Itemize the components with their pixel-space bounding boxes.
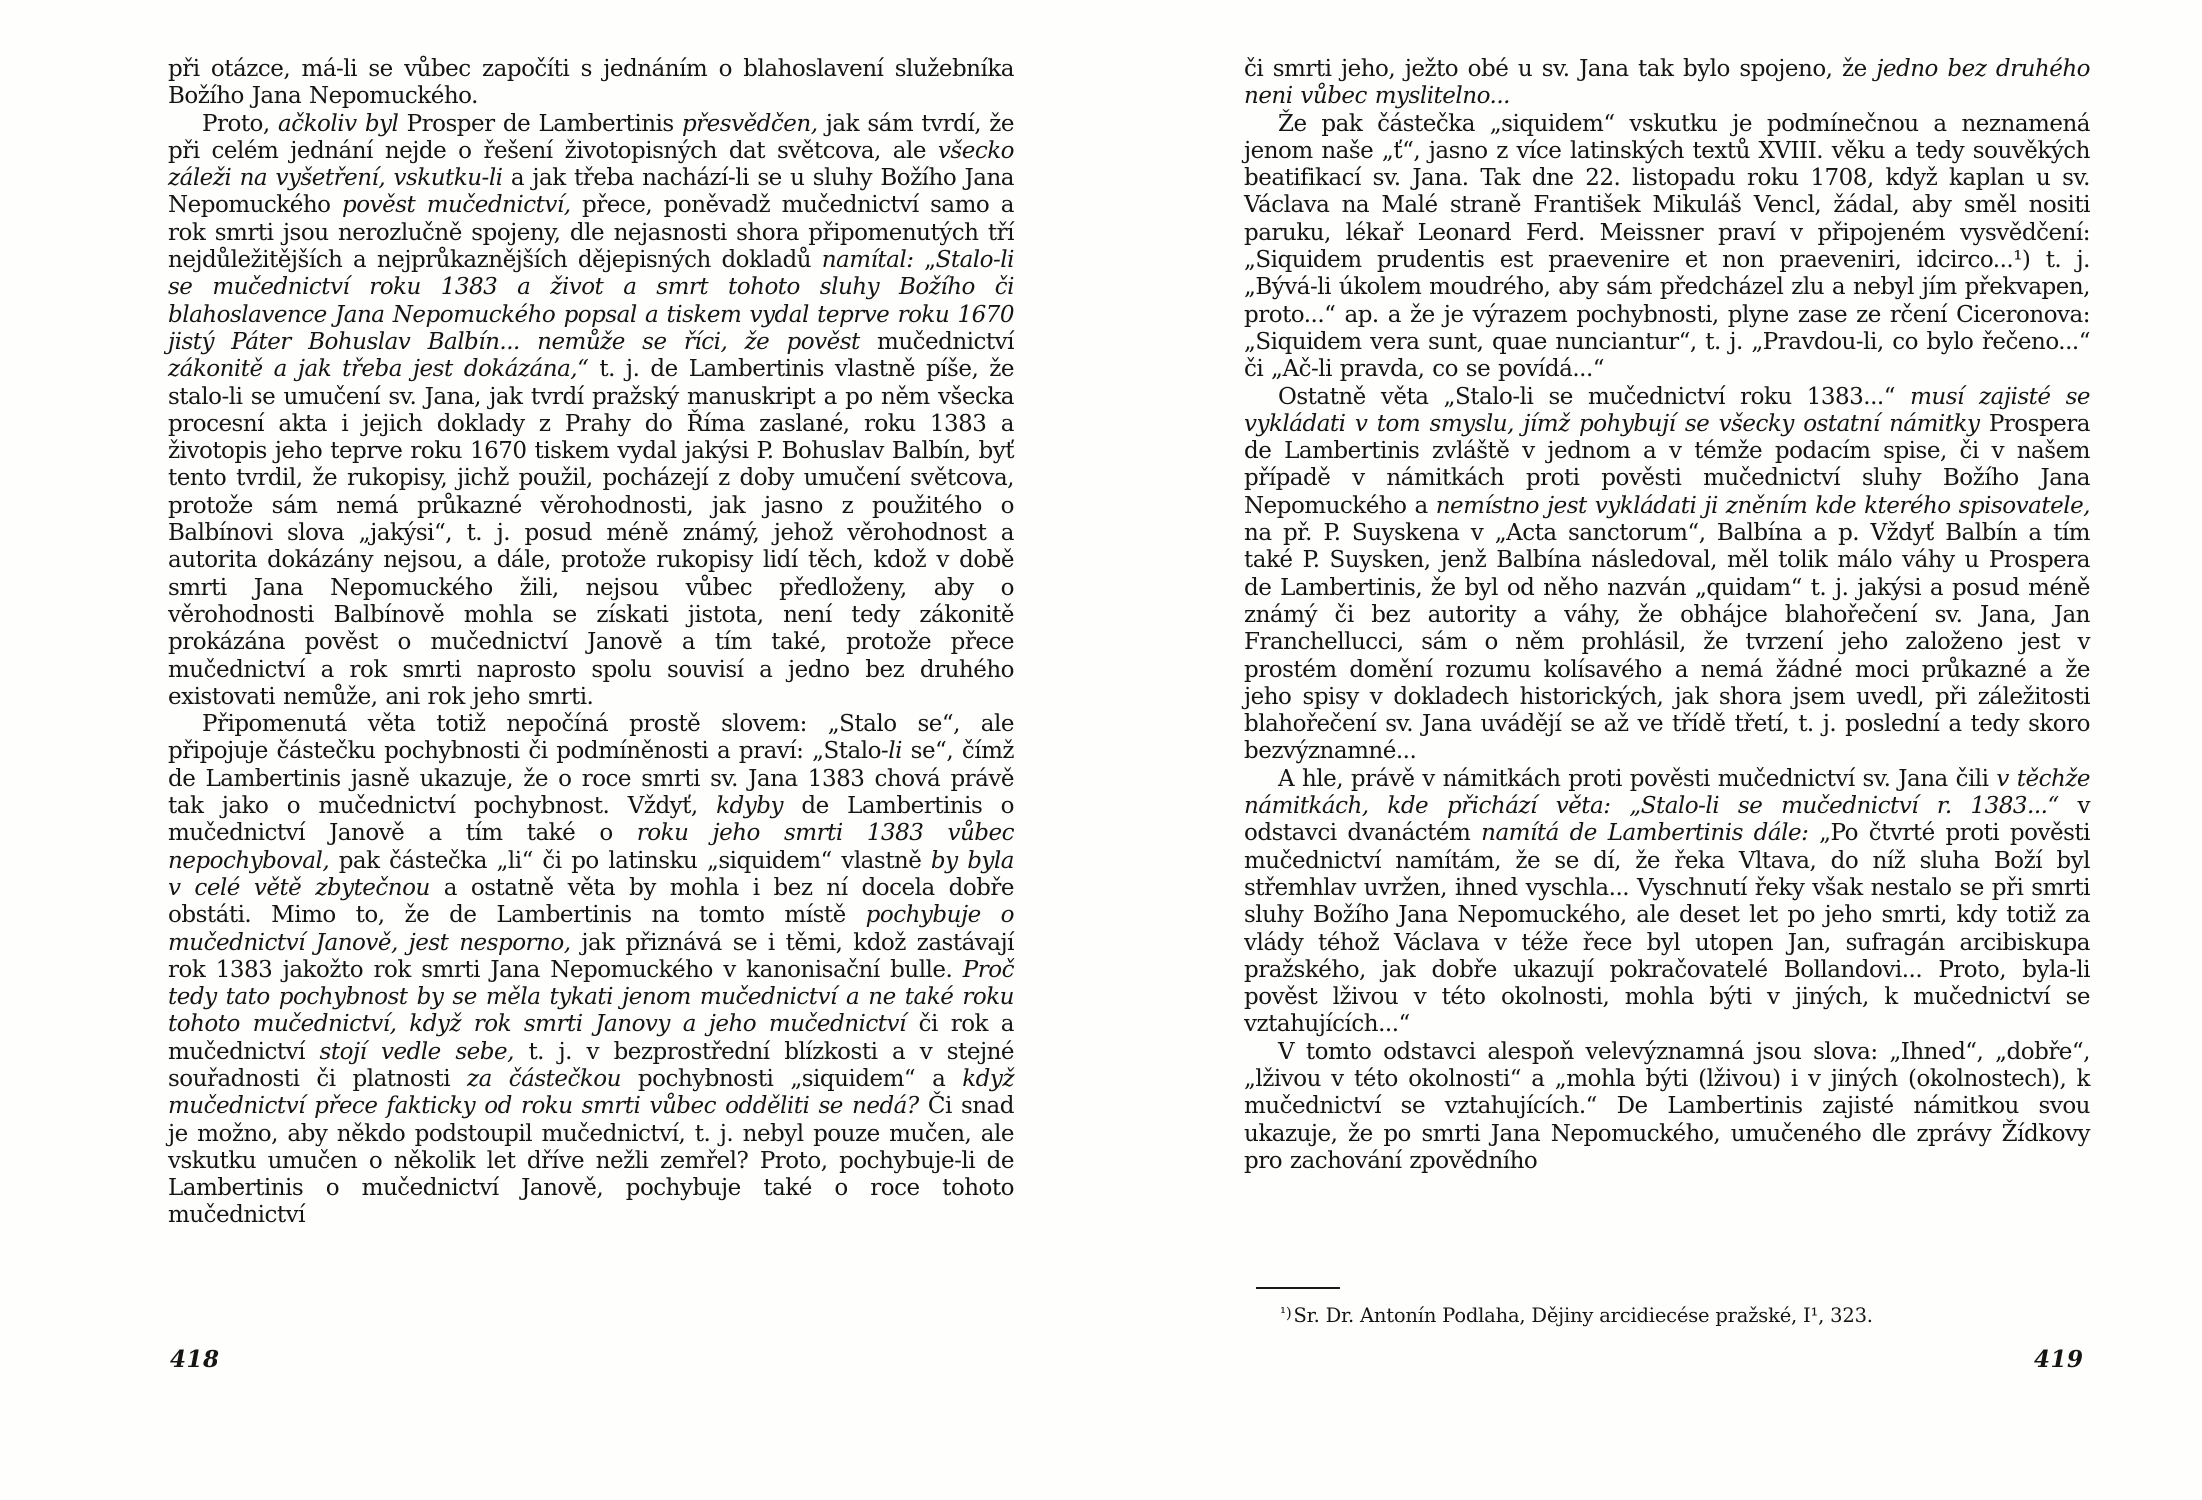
text-segment: a ostatně věta by mohla i bez ní docela dobře obstáti. Mimo to, že de Lambertinis na tomto místě: [168, 874, 1014, 929]
text-segment-italic: přesvědčen,: [681, 110, 818, 137]
text-segment: v odstavci dvanáctém: [1244, 793, 2090, 847]
text-segment: Prosper de Lambertinis: [398, 110, 682, 137]
text-segment-italic: Proč tedy tato pochybnost by se měla tykati jenom mučednictví a ne také roku tohoto mučednictví, když rok smrti Janovy a jeho mučednictví: [168, 956, 1014, 1038]
page-right-text-column: [1244, 56, 2090, 1175]
text-segment: mučednictví: [859, 328, 1014, 355]
text-segment-italic: namítal:: [821, 247, 914, 274]
paragraph: [168, 56, 1014, 111]
text-segment-italic: v těchže námitkách, kde přichází věta: „Stalo-li se mučednictví r. 1383...“: [1244, 765, 2090, 820]
footnote-text: Sr. Dr. Antonín Podlaha, Dějiny arcidiecése pražské, I¹, 323.: [1293, 1304, 1873, 1327]
paragraph: [168, 711, 1014, 1230]
text-segment-italic: zákonitě a jak třeba jest dokázána,“: [168, 356, 589, 383]
paragraph: [1244, 384, 2090, 766]
text-segment: jak přiznává se i těmi, kdož zastávají rok 1383 jakožto rok smrti Jana Nepomuckého v kanonisační bulle.: [168, 929, 1014, 983]
paragraph: [1244, 1039, 2090, 1175]
text-segment-italic: ačkoliv byl: [277, 110, 399, 137]
text-segment: Ostatně věta „Stalo-li se mučednictví roku 1383...“: [1278, 383, 1911, 410]
text-segment: na př. P. Suyskena v „Acta sanctorum“, Balbína a p. Vždyť Balbín a tím také P. Suysken, jenž Balbína následoval, měl tolik málo váhy u Prospera de Lambertinis, že byl od něho nazván „quidam“ t. j. jakýsi a posud méně známý či bez autority a váhy, že obhájce blahořečení sv. Jana, Jan Franchellucci, sám o něm prohlásil, že tvrzení jeho založeno jest v prostém domění rozumu kolísavého a nemá žádné moci průkazné a že jeho spisy v dokladech historických, jak shora jsem uvedl, při záležitosti blahořečení sv. Jana uvádějí se až ve třídě třetí, t. j. poslední a tedy skoro bezvýznamné...: [1244, 520, 2090, 765]
text-segment-italic: všecko záleži na vyšetření, vskutku-li: [168, 137, 1014, 192]
text-segment: A hle, právě v námitkách proti pověsti mučednictví sv. Jana čili: [1278, 765, 1997, 792]
page-left-text-column: [168, 56, 1014, 1230]
text-segment-italic: musí zajisté se vykládati v tom smyslu, jímž pohybují se všecky ostatní námitky: [1244, 383, 2091, 437]
text-segment-italic: pochybuje o mučednictví Janově, jest nesporno,: [168, 902, 1014, 956]
text-segment-italic: by byla v celé větě zbytečnou: [168, 847, 1014, 901]
paragraph: [1244, 111, 2090, 384]
text-segment: de Lambertinis o mučednictví Janově a tím také o: [168, 793, 1014, 847]
text-segment: při otázce, má-li se vůbec započíti s jednáním o blahoslavení služebníka Božího Jana Nepomuckého.: [168, 56, 1014, 110]
text-segment: t. j. v bezprostřední blízkosti a v stejné souřadnosti či platnosti: [168, 1038, 1015, 1092]
text-segment-italic: roku jeho smrti 1383 vůbec nepochyboval,: [168, 820, 1014, 874]
text-segment: či rok a mučednictví: [168, 1011, 1014, 1065]
footnote-divider: [1256, 1287, 1340, 1289]
text-segment: a jak třeba nachází-li se u sluhy Božího Jana Nepomuckého: [168, 165, 1014, 219]
text-segment: V tomto odstavci alespoň velevýznamná jsou slova: „Ihned“, „dobře“, „lživou v této okolnosti“ a „mohla býti (lživou) i v jiných (okolnostech), k mučednictví se vztahujících.“ De Lambertinis zajisté námitkou svou ukazuje, že po smrti Jana Nepomuckého, umučeného dle zprávy Žídkovy pro zachování zpovědního: [1244, 1038, 2090, 1174]
text-segment: Či snad je možno, aby někdo podstoupil mučednictví, t. j. nebyl pouze mučen, ale vskutku umučen o několik let dříve nežli zemřel? Proto, pochybuje-li de Lambertinis o mučednictví Janově, pochybuje také o roce tohoto mučednictví: [168, 1093, 1014, 1229]
text-segment-italic: jedno bez druhého neni vůbec myslitelno...: [1244, 56, 2090, 110]
page-number-right: 419: [2034, 1346, 2084, 1373]
paragraph: [1244, 56, 2090, 111]
text-segment: „Po čtvrté proti pověsti mučednictví namítám, že se dí, že řeka Vltava, do níž sluha Boží byl střemhlav uvržen, ihned vyschla... Vyschnutí řeky však nestalo se při smrti sluhy Božího Jana Nepomuckého, ale deset let po jeho smrti, kdy totiž za vlády téhož Václava v téže řece byl utopen Jan, sufragán arcibiskupa pražského, jak dobře ukazují pokračovatelé Bollandovi... Proto, byla-li pověst lživou v této okolnosti, mohla býti v jiných, k mučednictví se vztahujících...“: [1244, 820, 2091, 1038]
text-segment: pochybnosti „siquidem“ a: [620, 1065, 963, 1092]
text-segment-italic: namítá de Lambertinis dále:: [1481, 820, 1809, 847]
text-segment-italic: pověst mučednictví,: [342, 192, 571, 219]
text-segment-italic: když mučednictví přece fakticky od roku smrti vůbec odděliti se nedá?: [168, 1065, 1014, 1120]
text-segment-italic: nemístno jest vykládati ji zněním kde kterého spisovatele,: [1435, 492, 2090, 519]
text-segment: přece, poněvadž mučednictví samo a rok smrti jsou nerozlučně spojeny, dle nejasnosti shora připomenutých tří nejdůležitějších a nejprůkaznějších dějepisných dokladů: [168, 192, 1014, 274]
text-segment-italic: kdyby: [716, 793, 783, 820]
text-segment: „: [913, 247, 936, 274]
footnote-marker: ¹): [1280, 1304, 1292, 1322]
text-segment-italic: Stalo-li se mučednictví roku 1383 a život a smrt tohoto sluhy Božího či blahoslavence Jana Nepomuckého popsal a tiskem vydal teprve roku 1670 jistý Páter Bohuslav Balbín... nemůže se říci, že pověst: [168, 247, 1014, 355]
text-segment-italic: za částečkou: [467, 1065, 621, 1092]
text-segment: Prospera de Lambertinis zvláště v jednom a v témže podacím spise, či v našem případě v námitkách proti pověsti mučednictví sluhy Božího Jana Nepomuckého a: [1244, 410, 2090, 519]
text-segment: Připomenutá věta totiž nepočíná prostě slovem: „Stalo se“, ale připojuje částečku pochybnosti či podmíněnosti a praví: „Stalo-: [168, 711, 1014, 765]
text-segment: či smrti jeho, ježto obé u sv. Jana tak bylo spojeno, že: [1244, 56, 1877, 82]
footnote: [1244, 1301, 2090, 1328]
text-segment: t. j. de Lambertinis vlastně píše, že stalo-li se umučení sv. Jana, jak tvrdí pražský manuskript a po něm všecka procesní akta i jejich doklady z Prahy do Říma zaslané, roku 1383 a životopis jeho teprve roku 1670 tiskem vydal jakýsi P. Bohuslav Balbín, byť tento tvrdil, že rukopisy, jichž použil, pocházejí z doby umučení světcova, protože sám nemá průkazné věrohodnosti, jak jasno z použitého o Balbínovi slova „jakýsi“, t. j. posud méně známý, jehož věrohodnost a autorita dokázány nejsou, a dále, protože rukopisy lidí těch, kdož v době smrti Jana Nepomuckého žili, nejsou vůbec předloženy, aby o věrohodnosti Balbínově mohla se získati jistota, není tedy zákonitě prokázána pověst o mučednictví Janově a tím také, protože přece mučednictví a rok smrti naprosto spolu souvisí a jedno bez druhého existovati nemůže, ani rok jeho smrti.: [168, 356, 1014, 710]
text-segment-italic: stojí vedle sebe,: [319, 1038, 514, 1065]
text-segment: Že pak částečka „siquidem“ vskutku je podmínečnou a neznamená jenom naše „ť“, jasno z více latinských textů XVIII. věku a tedy souvěkých beatifikací sv. Jana. Tak dne 22. listopadu roku 1708, když kaplan u sv. Václava na Malé straně František Mikuláš Vencl, žádal, aby směl nositi paruku, lékař Leonard Ferd. Meissner praví v připojeném vysvědčení: „Siquidem prudentis est praevenire et non praeveniri, idcirco...¹) t. j. „Bývá-li úkolem moudrého, aby sám předcházel zlu a nebyl jím překvapen, proto...“ ap. a že je výrazem pochybnosti, plyne zase ze rčení Ciceronova: „Siquidem vera sunt, quae nunciantur“, t. j. „Pravdou-li, co bylo řečeno...“ či „Ač-li pravda, co se povídá...“: [1244, 110, 2090, 383]
text-segment: pak částečka „li“ či po latinsku „siquidem“ vlastně: [329, 847, 931, 874]
paragraph: [1244, 766, 2090, 1039]
text-segment: jak sám tvrdí, že při celém jednání nejde o řešení životopisných dat světcova, ale: [168, 110, 1015, 164]
paragraph: [168, 111, 1014, 712]
text-segment: se“, čímž de Lambertinis jasně ukazuje, že o roce smrti sv. Jana 1383 chová právě tak jako o mučednictví pochybnost. Vždyť,: [168, 738, 1014, 820]
text-segment-italic: li: [888, 738, 902, 765]
page-number-left: 418: [170, 1346, 220, 1373]
text-segment: Proto,: [202, 110, 278, 137]
